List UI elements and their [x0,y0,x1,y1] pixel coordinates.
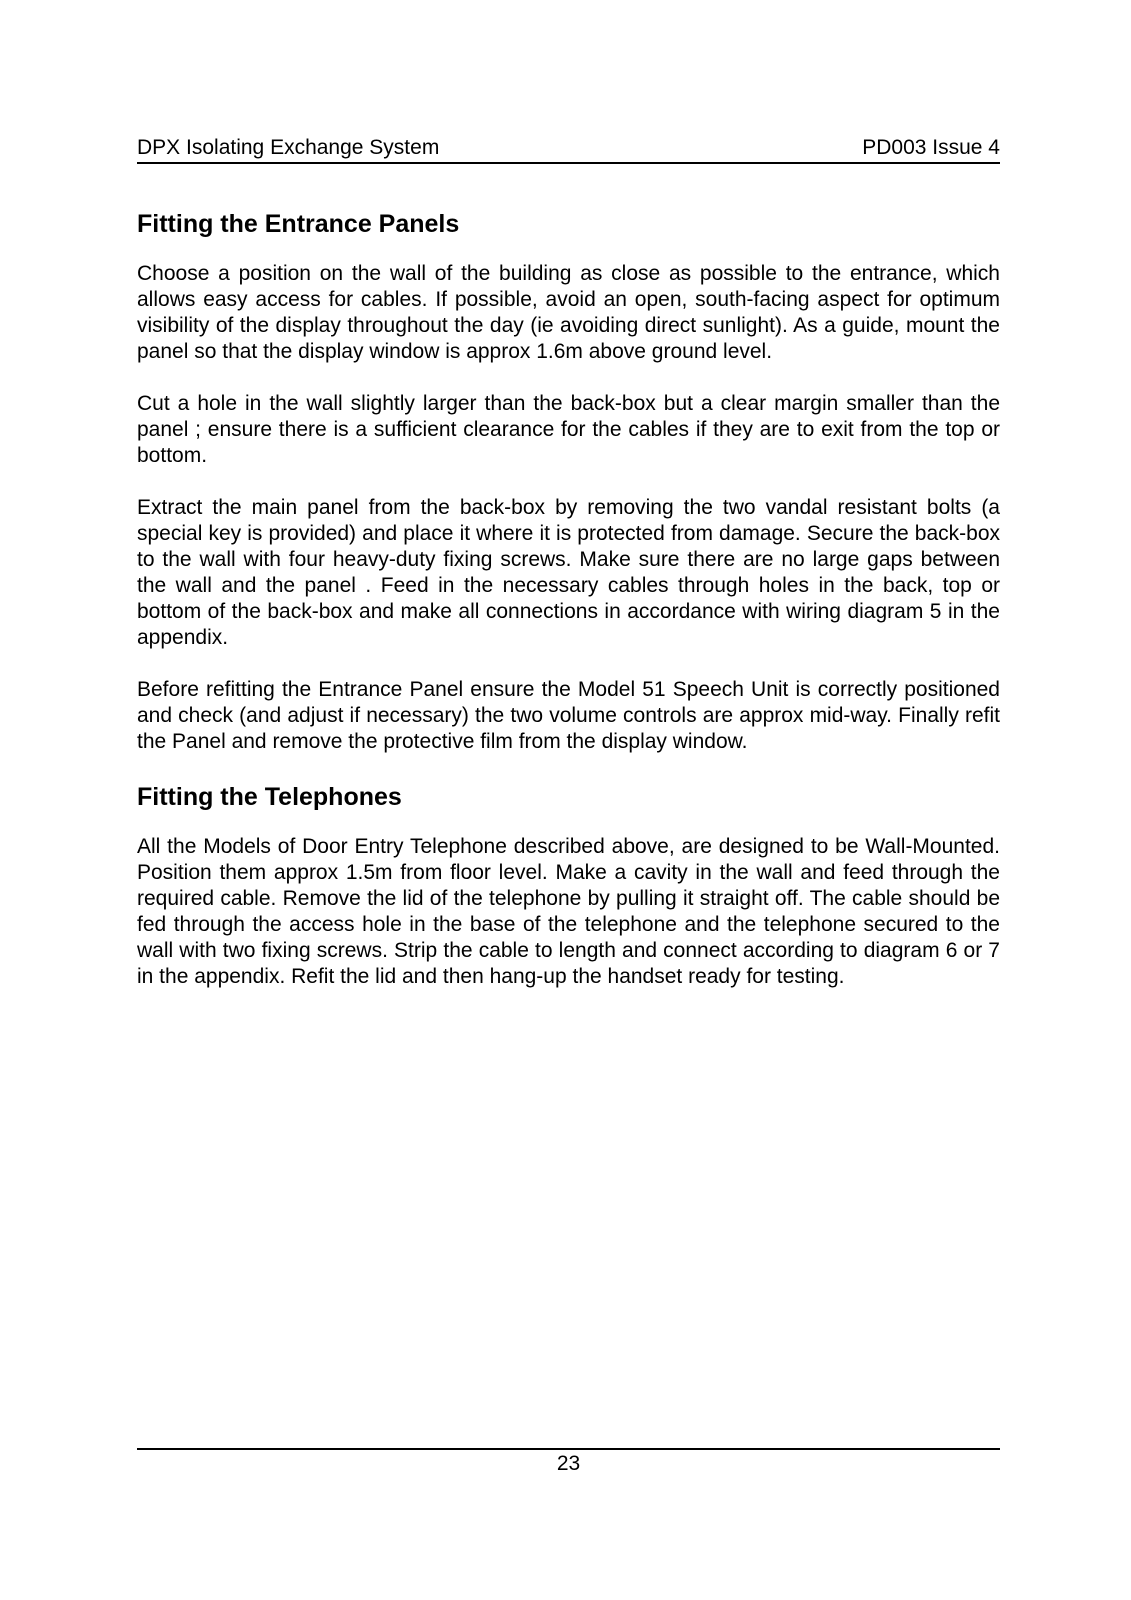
section-heading-telephones: Fitting the Telephones [137,783,402,811]
header-doc-id: PD003 Issue 4 [862,136,1000,159]
page-footer [137,1448,1000,1475]
page-number: 23 [556,1452,581,1475]
paragraph: Choose a position on the wall of the building as close as possible to the entrance, which allows easy access for cables. If possible, avoid an open, south-facing aspect for optimum visibility of the display throughout the day (ie avoiding direct sunlight). As a guide, mount the panel so that the display window is approx 1.6m above ground level. [137,262,1000,363]
header-title: DPX Isolating Exchange System [137,136,440,159]
paragraph: All the Models of Door Entry Telephone described above, are designed to be Wall-Mounted. Position them approx 1.5m from floor level. Make a cavity in the wall and feed through the required cable. Remove the lid of the telephone by pulling it straight off. The cable should be fed through the access hole in the base of the telephone and the telephone secured to the wall with two fixing screws. Strip the cable to length and connect according to diagram 6 or 7 in the appendix. Refit the lid and then hang-up the handset ready for testing. [137,835,1000,988]
paragraph: Cut a hole in the wall slightly larger than the back-box but a clear margin smaller than the panel ; ensure there is a sufficient clearance for the cables if they are to exit from the top or bottom. [137,392,1000,467]
section-heading-entrance-panels: Fitting the Entrance Panels [137,210,460,238]
paragraph: Before refitting the Entrance Panel ensure the Model 51 Speech Unit is correctly positioned and check (and adjust if necessary) the two volume controls are approx mid-way. Finally refit the Panel and remove the protective film from the display window. [137,678,1000,753]
paragraph: Extract the main panel from the back-box by removing the two vandal resistant bolts (a special key is provided) and place it where it is protected from damage. Secure the back-box to the wall with four heavy-duty fixing screws. Make sure there are no large gaps between the wall and the panel . Feed in the necessary cables through holes in the back, top or bottom of the back-box and make all connections in accordance with wiring diagram 5 in the appendix. [137,496,1000,649]
page-header [137,132,1000,164]
page-content [137,208,1000,1016]
